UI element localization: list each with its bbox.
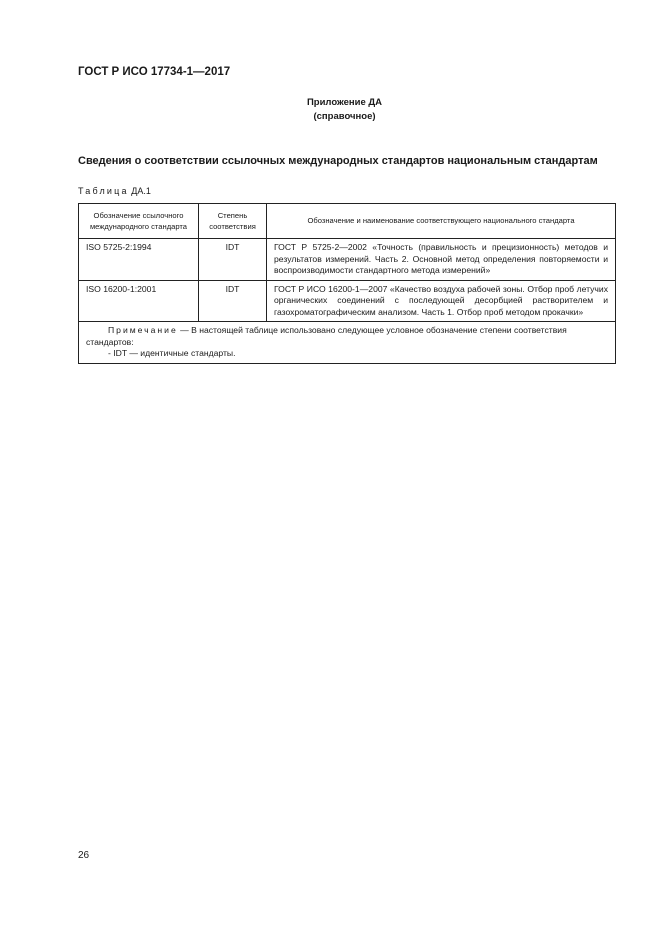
note-list-item: - IDT — идентичные стандарты. <box>108 348 236 358</box>
cell-degree: IDT <box>199 239 267 281</box>
cell-national-standard: ГОСТ Р ИСО 16200-1—2007 «Качество воздуха рабочей зоны. Отбор проб летучих органических соединений с последующей десорбцией растворителем и газохроматографическим анализом. Часть 1. Отбор проб методом прокачки» <box>267 280 616 322</box>
table-row <box>79 280 616 322</box>
header-national-standard: Обозначение и наименование соответствующего национального стандарта <box>267 204 616 239</box>
table-label-number: ДА.1 <box>131 186 151 196</box>
note-body: — В настоящей таблице использовано следующее условное обозначение степени соответствия стандартов: <box>86 325 567 347</box>
appendix-subtitle: (справочное) <box>313 111 376 122</box>
table-row <box>79 239 616 281</box>
table-note <box>79 322 616 364</box>
note-text <box>86 325 608 348</box>
appendix-block <box>0 96 661 124</box>
correspondence-table <box>78 203 616 364</box>
table-note-row <box>79 322 616 364</box>
header-intl-standard: Обозначение ссылочного международного стандарта <box>79 204 199 239</box>
cell-national-standard: ГОСТ Р 5725-2—2002 «Точность (правильность и прецизионность) методов и результатов измерений. Часть 2. Основной метод определения повторяемости и воспроизводимости стандартного метода измерений» <box>267 239 616 281</box>
note-label: Примечание <box>108 325 178 335</box>
table-label-word: Таблица <box>78 186 129 196</box>
table-header-row <box>79 204 616 239</box>
section-heading: Сведения о соответствии ссылочных международных стандартов национальным стандартам <box>78 155 598 167</box>
appendix-title: Приложение ДА <box>306 97 383 108</box>
document-code: ГОСТ Р ИСО 17734-1—2017 <box>78 66 231 78</box>
table-label <box>78 186 151 196</box>
cell-degree: IDT <box>199 280 267 322</box>
header-degree: Степень соответствия <box>199 204 267 239</box>
cell-intl-standard: ISO 16200-1:2001 <box>79 280 199 322</box>
cell-intl-standard: ISO 5725-2:1994 <box>79 239 199 281</box>
page-number: 26 <box>78 850 90 861</box>
